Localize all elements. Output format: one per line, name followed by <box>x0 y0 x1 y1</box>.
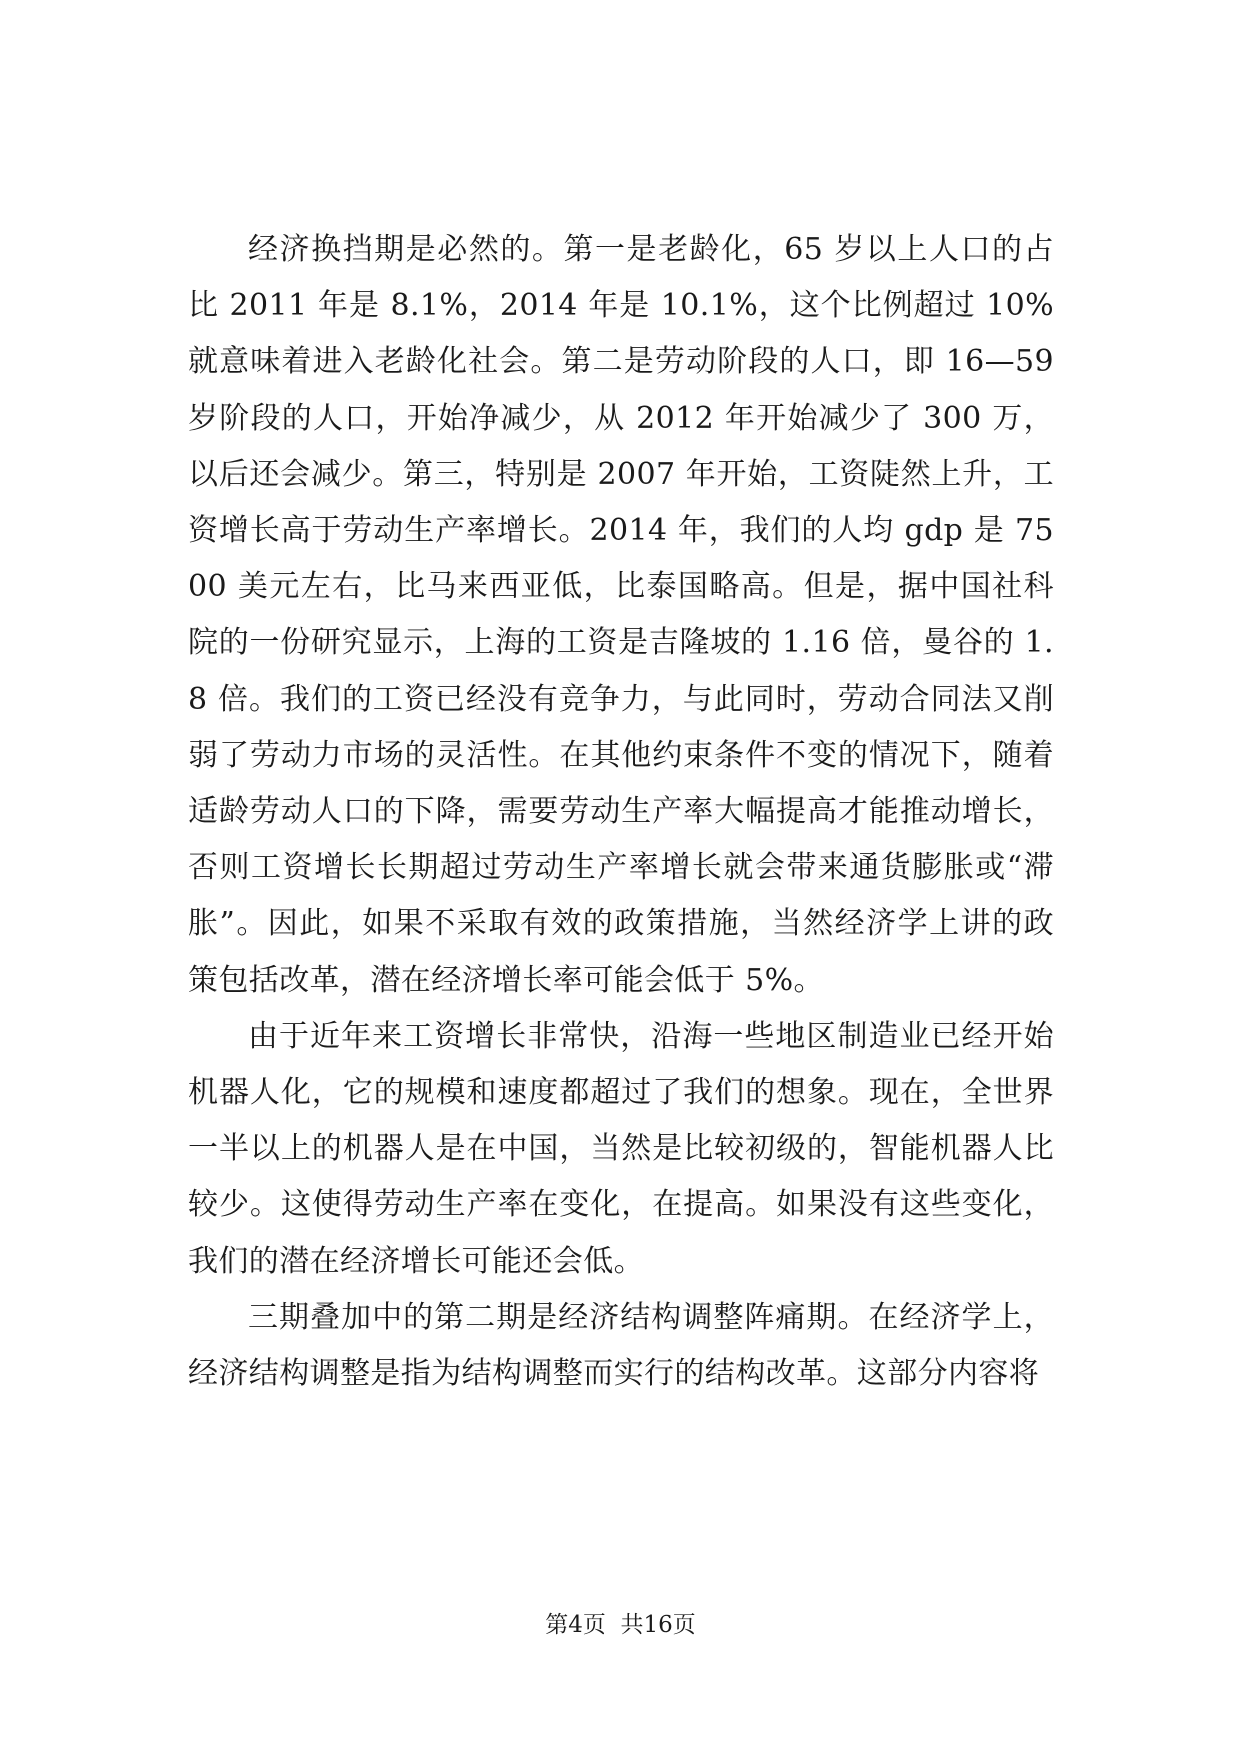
page-footer <box>0 1606 1241 1639</box>
paragraph-3: 三期叠加中的第二期是经济结构调整阵痛期。在经济学上，经济结构调整是指为结构调整而实行的结构改革。这部分内容将 <box>188 1299 1054 1392</box>
page-suffix: 页 <box>672 1612 696 1638</box>
page-total-number: 16 <box>643 1612 673 1638</box>
page-prefix: 第 <box>545 1612 569 1638</box>
page-current-number: 4 <box>568 1612 583 1638</box>
paragraph-1: 经济换挡期是必然的。第一是老龄化，65 岁以上人口的占比 2011 年是 8.1%，2014 年是 10.1%，这个比例超过 10%就意味着进入老龄化社会。第二是劳动阶段的人口，即 16—59 岁阶段的人口，开始净减少，从 2012 年开始减少了 300 万，以后还会减少。第三，特别是 2007 年开始，工资陡然上升，工资增长高于劳动生产率增长。2014 年，我们的人均 gdp 是 7500 美元左右，比马来西亚低，比泰国略高。但是，据中国社科院的一份研究显示，上海的工资是吉隆坡的 1.16 倍，曼谷的 1.8 倍。我们的工资已经没有竞争力，与此同时，劳动合同法又削弱了劳动力市场的灵活性。在其他约束条件不变的情况下，随着适龄劳动人口的下降，需要劳动生产率大幅提高才能推动增长，否则工资增长长期超过劳动生产率增长就会带来通货膨胀或“滞胀”。因此，如果不采取有效的政策措施，当然经济学上讲的政策包括改革，潜在经济增长率可能会低于 5%。 <box>188 232 1054 998</box>
document-body <box>188 222 1054 1402</box>
page-mid-text: 页 共 <box>582 1612 644 1638</box>
paragraph-2: 由于近年来工资增长非常快，沿海一些地区制造业已经开始机器人化，它的规模和速度都超过了我们的想象。现在，全世界一半以上的机器人是在中国，当然是比较初级的，智能机器人比较少。这使得劳动生产率在变化，在提高。如果没有这些变化，我们的潜在经济增长可能还会低。 <box>188 1018 1054 1279</box>
